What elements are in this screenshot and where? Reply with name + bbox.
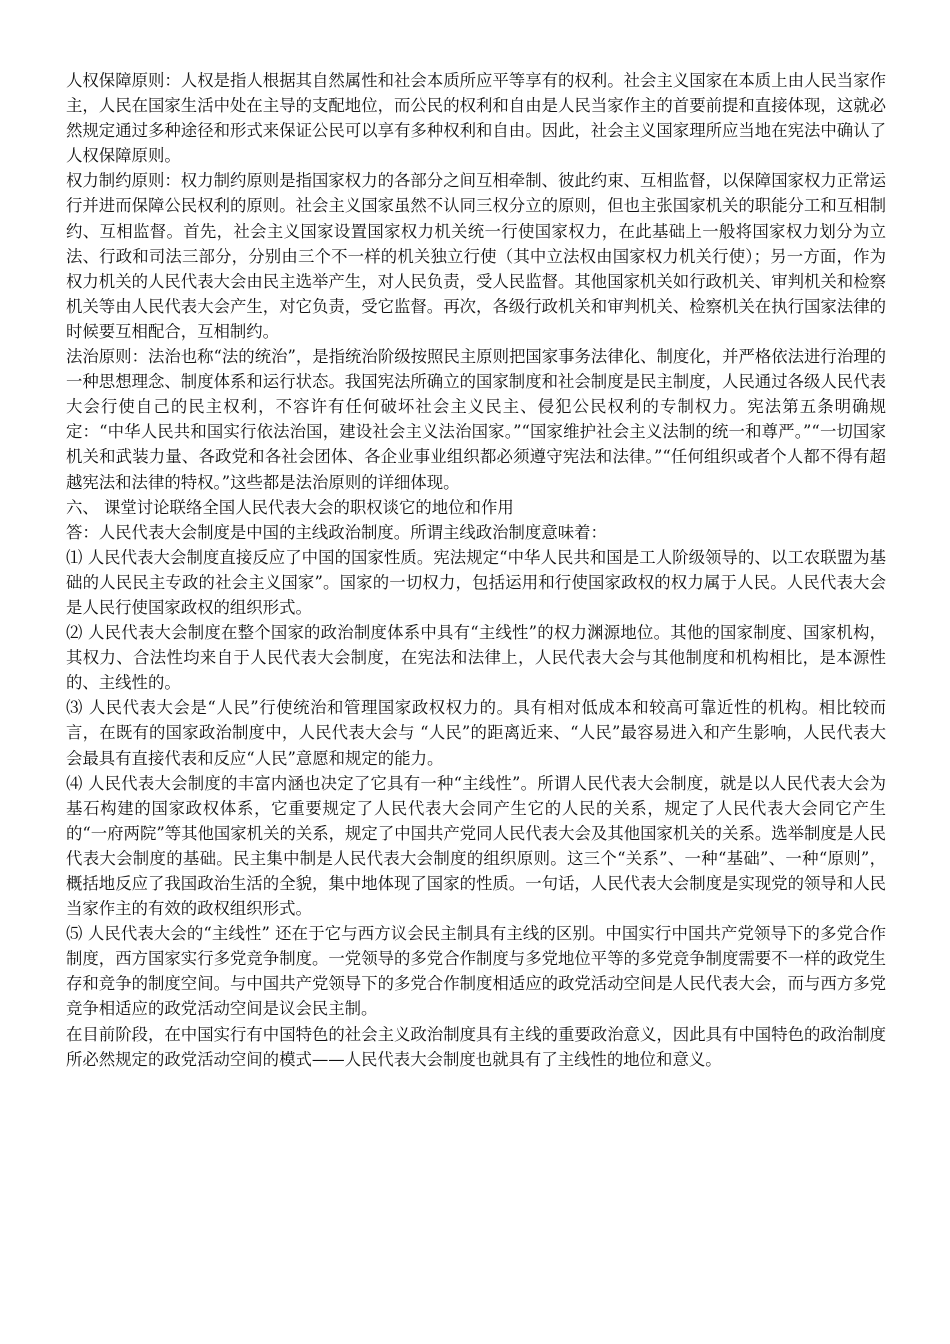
paragraph-point-5: ⑸ 人民代表大会的“主线性” 还在于它与西方议会民主制具有主线的区别。中国实行中国共产党领导下的多党合作制度，西方国家实行多党竞争制度。一党领导的多党合作制度与多党地位平等的多党竞争制度需要不一样的政党生存和竞争的制度空间。与中国共产党领导下的多党合作制度相适应的政党活动空间是人民代表大会，而与西方多党竞争相适应的政党活动空间是议会民主制。 [66, 924, 886, 1019]
section-heading-six: 六、 课堂讨论联络全国人民代表大会的职权谈它的地位和作用 [66, 497, 514, 517]
paragraph-power-restriction-principle: 权力制约原则：权力制约原则是指国家权力的各部分之间互相牵制、彼此约束、互相监督，以保障国家权力正常运行并进而保障公民权利的原则。社会主义国家虽然不认同三权分立的原则，但也主张国家机关的职能分工和互相制约、互相监督。首先，社会主义国家设置国家权力机关统一行使国家权力，在此基础上一般将国家权力划分为立法、行政和司法三部分，分别由三个不一样的机关独立行使（其中立法权由国家权力机关行使）；另一方面，作为权力机关的人民代表大会由民主选举产生，对人民负责，受人民监督。其他国家机关如行政机关、审判机关和检察机关等由人民代表大会产生，对它负责，受它监督。再次，各级行政机关和审判机关、检察机关在执行国家法律的时候要互相配合，互相制约。 [66, 171, 886, 341]
document-page [66, 68, 886, 1072]
paragraph-point-2: ⑵ 人民代表大会制度在整个国家的政治制度体系中具有“主线性”的权力渊源地位。其他的国家制度、国家机构，其权力、合法性均来自于人民代表大会制度，在宪法和法律上，人民代表大会与其他制度和机构相比，是本源性的、主线性的。 [66, 623, 886, 693]
paragraph-rule-of-law-principle: 法治原则：法治也称“法的统治”，是指统治阶级按照民主原则把国家事务法律化、制度化，并严格依法进行治理的一种思想理念、制度体系和运行状态。我国宪法所确立的国家制度和社会制度是民主制度，人民通过各级人民代表大会行使自己的民主权利，不容许有任何破坏社会主义民主、侵犯公民权利的专制权力。宪法第五条明确规定：“中华人民共和国实行依法治国，建设社会主义法治国家。”“国家维护社会主义法制的统一和尊严。”“一切国家机关和武装力量、各政党和各社会团体、各企业事业组织都必须遵守宪法和法律。”“任何组织或者个人都不得有超越宪法和法律的特权。”这些都是法治原则的详细体现。 [66, 347, 886, 492]
paragraph-point-4: ⑷ 人民代表大会制度的丰富内涵也决定了它具有一种“主线性”。所谓人民代表大会制度，就是以人民代表大会为基石构建的国家政权体系，它重要规定了人民代表大会同产生它的人民的关系，规定了人民代表大会同它产生的“一府两院”等其他国家机关的关系，规定了中国共产党同人民代表大会及其他国家机关的关系。选举制度是人民代表大会制度的基础。民主集中制是人民代表大会制度的组织原则。这三个“关系”、一种“基础”、一种“原则”，概括地反应了我国政治生活的全貌，集中地体现了国家的性质。一句话，人民代表大会制度是实现党的领导和人民当家作主的有效的政权组织形式。 [66, 773, 886, 919]
paragraph-conclusion: 在目前阶段，在中国实行有中国特色的社会主义政治制度具有主线的重要政治意义，因此具有中国特色的政治制度所必然规定的政党活动空间的模式——人民代表大会制度也就具有了主线性的地位和意义。 [66, 1024, 886, 1069]
paragraph-answer-intro: 答：人民代表大会制度是中国的主线政治制度。所谓主线政治制度意味着： [66, 522, 607, 542]
paragraph-point-3: ⑶ 人民代表大会是“人民”行使统治和管理国家政权权力的。具有相对低成本和较高可靠近性的机构。相比较而言，在既有的国家政治制度中，人民代表大会与 “人民”的距离近来、“人民”最容易进入和产生影响，人民代表大会最具有直接代表和反应“人民”意愿和规定的能力。 [66, 698, 886, 768]
paragraph-human-rights-principle: 人权保障原则：人权是指人根据其自然属性和社会本质所应平等享有的权利。社会主义国家在本质上由人民当家作主，人民在国家生活中处在主导的支配地位，而公民的权利和自由是人民当家作主的首要前提和直接体现，这就必然规定通过多种途径和形式来保证公民可以享有多种权利和自由。因此，社会主义国家理所应当地在宪法中确认了人权保障原则。 [66, 71, 886, 166]
paragraph-point-1: ⑴ 人民代表大会制度直接反应了中国的国家性质。宪法规定“中华人民共和国是工人阶级领导的、以工农联盟为基础的人民民主专政的社会主义国家”。国家的一切权力，包括运用和行使国家政权的权力属于人民。人民代表大会是人民行使国家政权的组织形式。 [66, 547, 886, 617]
